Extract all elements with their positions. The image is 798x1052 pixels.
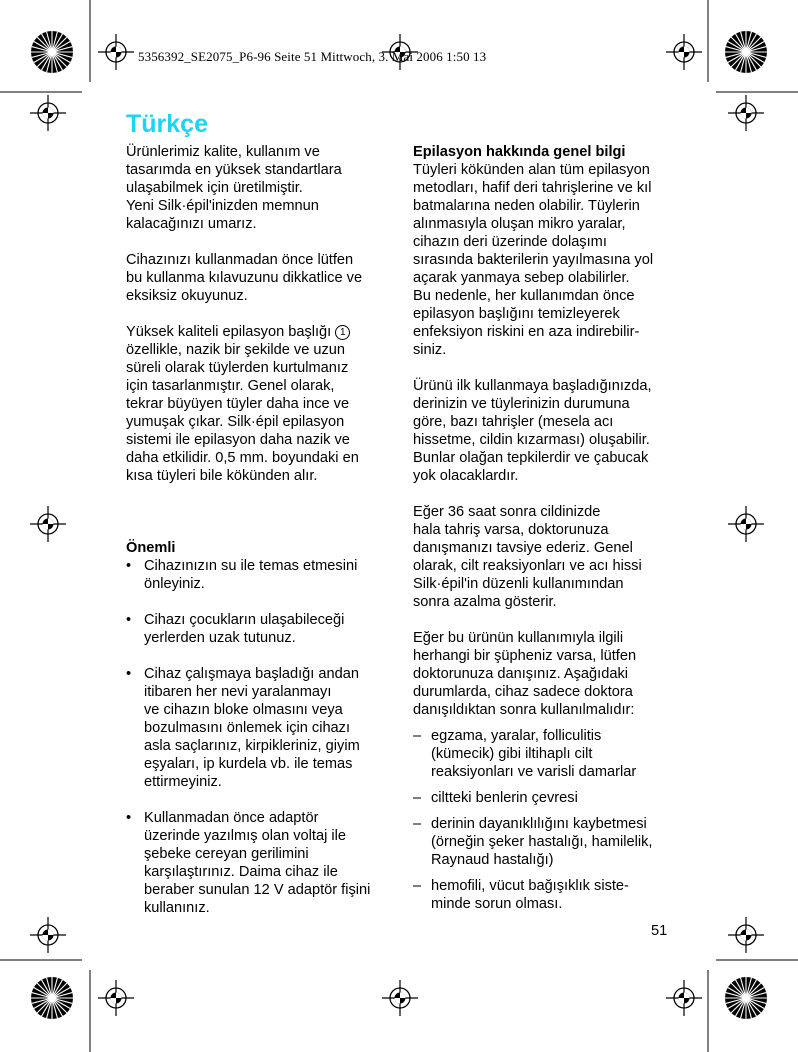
general-info-heading: Epilasyon hakkında genel bilgi <box>413 144 626 160</box>
registration-mark <box>666 34 702 70</box>
starburst-mark-top-right <box>725 31 767 73</box>
list-item <box>126 809 388 917</box>
list-item <box>413 877 671 913</box>
registration-mark <box>30 95 66 131</box>
epilation-head-text: Yüksek kaliteli epilasyon başlığı <box>126 324 332 340</box>
read-instructions-paragraph: Cihazınızı kullanmadan önce lütfen bu kullanma kılavuzunu dikkatlice ve eksiksiz okuyunuz. <box>126 252 363 304</box>
list-item-text: egzama, yaralar, folliculitis (kümecik) gibi iltihaplı cilt reaksiyonları ve varisli damarlar <box>431 728 637 780</box>
bullet-marker: • <box>126 666 132 682</box>
first-use-paragraph: Ürünü ilk kullanmaya başladığınızda, derinizin ve tüylerinizin durumuna göre, bazı tahrişler (mesela acı hissetme, cildin kızarması) oluşabilir. Bunlar olağan tepkilerdir ve çabucak yok olacaklardır. <box>413 378 652 484</box>
registration-mark <box>666 980 702 1016</box>
intro-paragraph: Ürünlerimiz kalite, kullanım ve tasarımda en yüksek standartlara ulaşabilmek için üretilmiştir. Yeni Silk·épil'inizden memnun kalacağınızı umarız. <box>126 144 342 232</box>
registration-mark <box>98 980 134 1016</box>
list-item <box>413 815 671 869</box>
starburst-mark-top-left <box>31 31 73 73</box>
dash-marker: – <box>413 728 422 744</box>
after-36h-paragraph: Eğer 36 saat sonra cildinizde hala tahriş varsa, doktorunuza danışmanızı tavsiye ederiz. Genel olarak, cilt reaksiyonları ve acı hissi Silk·épil'in düzenli kullanımından sonra azalma gösterir. <box>413 504 642 610</box>
doubt-paragraph: Eğer bu ürünün kullanımıyla ilgili herhangi bir şüpheniz varsa, lütfen doktorunuza danışınız. Aşağıdaki durumlarda, cihaz sadece doktora danışıldıktan sonra kullanılmalıdır: <box>413 630 637 718</box>
starburst-mark-bottom-right <box>725 977 767 1019</box>
list-item-text: Cihazınızın su ile temas etmesini önleyiniz. <box>144 558 358 592</box>
registration-mark <box>728 506 764 542</box>
figure-reference-badge: 1 <box>335 325 350 340</box>
registration-mark <box>98 34 134 70</box>
list-item-text: Cihazı çocukların ulaşabileceği yerlerden uzak tutunuz. <box>144 612 345 646</box>
starburst-mark-bottom-left <box>31 977 73 1019</box>
list-item-text: Cihaz çalışmaya başladığı andan itibaren her nevi yaralanmayı ve cihazın bloke olmasını veya bozulmasını önlemek için cihazı asla saçlarınız, kirpikleriniz, giyim eşyaları, ip kurdela vb. ile temas ettirmeyiniz. <box>144 666 360 790</box>
contraindication-list <box>413 727 671 913</box>
registration-mark <box>728 95 764 131</box>
bullet-marker: • <box>126 612 132 628</box>
list-item-text: Kullanmadan önce adaptör üzerinde yazılmış olan voltaj ile şebeke cereyan gerilimini karşılaştırınız. Daima cihaz ile beraber sunulan 12 V adaptör fişini kullanınız. <box>144 810 371 916</box>
dash-marker: – <box>413 878 422 894</box>
registration-mark <box>30 506 66 542</box>
page-title: Türkçe <box>126 110 208 138</box>
list-item-text: derinin dayanıklılığını kaybetmesi (örneğin şeker hastalığı, hamilelik, Raynaud hastalığı) <box>431 816 653 868</box>
epilation-head-text-continued: özellikle, nazik bir şekilde ve uzun süreli olarak tüylerden kurtulmanız için tasarlanmıştır. Genel olarak, tekrar büyüyen tüyler daha ince ve yumuşak çıkar. Silk·épil epilasyon sistemi ile epilasyon daha nazik ve daha etkilidir. 0,5 mm. boyundaki en kısa tüyleri bile kökünden alır. <box>126 342 359 484</box>
left-column <box>126 143 388 935</box>
list-item <box>413 727 671 781</box>
list-item <box>126 665 388 791</box>
right-column <box>413 143 671 921</box>
registration-mark <box>30 917 66 953</box>
list-item-text: hemofili, vücut bağışıklık siste- minde sorun olması. <box>431 878 629 912</box>
important-heading: Önemli <box>126 540 176 556</box>
page-number: 51 <box>651 923 668 939</box>
list-item <box>126 611 388 647</box>
print-slug: 5356392_SE2075_P6-96 Seite 51 Mittwoch, 3. Mai 2006 1:50 13 <box>138 49 487 64</box>
registration-mark <box>382 980 418 1016</box>
important-bullet-list <box>126 557 388 917</box>
epilation-head-paragraph <box>126 323 388 485</box>
list-item <box>126 557 388 593</box>
bullet-marker: • <box>126 810 132 826</box>
dash-marker: – <box>413 790 422 806</box>
general-info-paragraph: Tüyleri kökünden alan tüm epilasyon metodları, hafif deri tahrişlerine ve kıl batmalarına neden olabilir. Tüylerin alınmasıyla oluşan mikro yaralar, cihazın deri üzerinde dolaşımı sırasında bakterilerin yayılmasına yol açarak yanmaya sebep olabilirler. Bu nedenle, her kullanımdan önce epilasyon başlığını temizleyerek enfeksiyon riskini en aza indirebilir- siniz. <box>413 162 654 358</box>
registration-mark <box>728 917 764 953</box>
list-item-text: ciltteki benlerin çevresi <box>431 790 578 806</box>
list-item <box>413 789 671 807</box>
bullet-marker: • <box>126 558 132 574</box>
dash-marker: – <box>413 816 422 832</box>
